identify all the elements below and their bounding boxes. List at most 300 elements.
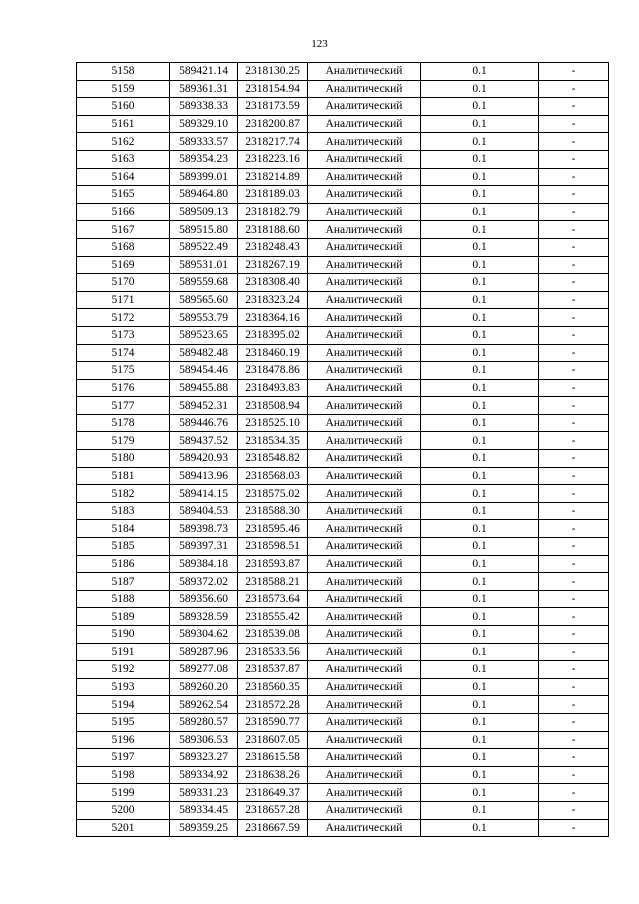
point-number-cell: 5175 bbox=[77, 362, 170, 380]
method-cell: Аналитический bbox=[308, 291, 421, 309]
point-number-cell: 5185 bbox=[77, 538, 170, 556]
method-cell: Аналитический bbox=[308, 819, 421, 837]
x-coordinate-cell: 589262.54 bbox=[170, 696, 238, 714]
accuracy-cell: 0.1 bbox=[421, 573, 539, 591]
x-coordinate-cell: 589280.57 bbox=[170, 713, 238, 731]
y-coordinate-cell: 2318667.59 bbox=[238, 819, 308, 837]
accuracy-cell: 0.1 bbox=[421, 221, 539, 239]
y-coordinate-cell: 2318607.05 bbox=[238, 731, 308, 749]
note-cell: - bbox=[539, 485, 609, 503]
y-coordinate-cell: 2318572.28 bbox=[238, 696, 308, 714]
table-row bbox=[77, 590, 609, 608]
x-coordinate-cell: 589454.46 bbox=[170, 362, 238, 380]
table-row bbox=[77, 678, 609, 696]
table-row bbox=[77, 362, 609, 380]
table-row bbox=[77, 274, 609, 292]
method-cell: Аналитический bbox=[308, 432, 421, 450]
x-coordinate-cell: 589334.92 bbox=[170, 766, 238, 784]
table-row bbox=[77, 626, 609, 644]
method-cell: Аналитический bbox=[308, 397, 421, 415]
accuracy-cell: 0.1 bbox=[421, 115, 539, 133]
x-coordinate-cell: 589287.96 bbox=[170, 643, 238, 661]
x-coordinate-cell: 589331.23 bbox=[170, 784, 238, 802]
note-cell: - bbox=[539, 238, 609, 256]
table-row bbox=[77, 784, 609, 802]
x-coordinate-cell: 589531.01 bbox=[170, 256, 238, 274]
x-coordinate-cell: 589515.80 bbox=[170, 221, 238, 239]
accuracy-cell: 0.1 bbox=[421, 432, 539, 450]
note-cell: - bbox=[539, 362, 609, 380]
method-cell: Аналитический bbox=[308, 766, 421, 784]
accuracy-cell: 0.1 bbox=[421, 238, 539, 256]
point-number-cell: 5164 bbox=[77, 168, 170, 186]
note-cell: - bbox=[539, 221, 609, 239]
accuracy-cell: 0.1 bbox=[421, 256, 539, 274]
x-coordinate-cell: 589372.02 bbox=[170, 573, 238, 591]
point-number-cell: 5165 bbox=[77, 186, 170, 204]
method-cell: Аналитический bbox=[308, 485, 421, 503]
y-coordinate-cell: 2318638.26 bbox=[238, 766, 308, 784]
method-cell: Аналитический bbox=[308, 414, 421, 432]
note-cell: - bbox=[539, 643, 609, 661]
point-number-cell: 5158 bbox=[77, 63, 170, 81]
accuracy-cell: 0.1 bbox=[421, 379, 539, 397]
method-cell: Аналитический bbox=[308, 538, 421, 556]
accuracy-cell: 0.1 bbox=[421, 80, 539, 98]
y-coordinate-cell: 2318657.28 bbox=[238, 801, 308, 819]
table-row bbox=[77, 133, 609, 151]
accuracy-cell: 0.1 bbox=[421, 414, 539, 432]
method-cell: Аналитический bbox=[308, 379, 421, 397]
y-coordinate-cell: 2318188.60 bbox=[238, 221, 308, 239]
table-row bbox=[77, 661, 609, 679]
method-cell: Аналитический bbox=[308, 238, 421, 256]
point-number-cell: 5174 bbox=[77, 344, 170, 362]
accuracy-cell: 0.1 bbox=[421, 502, 539, 520]
table-row bbox=[77, 186, 609, 204]
y-coordinate-cell: 2318395.02 bbox=[238, 326, 308, 344]
accuracy-cell: 0.1 bbox=[421, 608, 539, 626]
accuracy-cell: 0.1 bbox=[421, 98, 539, 116]
point-number-cell: 5198 bbox=[77, 766, 170, 784]
note-cell: - bbox=[539, 274, 609, 292]
method-cell: Аналитический bbox=[308, 221, 421, 239]
method-cell: Аналитический bbox=[308, 274, 421, 292]
note-cell: - bbox=[539, 590, 609, 608]
note-cell: - bbox=[539, 555, 609, 573]
note-cell: - bbox=[539, 450, 609, 468]
y-coordinate-cell: 2318323.24 bbox=[238, 291, 308, 309]
method-cell: Аналитический bbox=[308, 63, 421, 81]
method-cell: Аналитический bbox=[308, 450, 421, 468]
table-row bbox=[77, 819, 609, 837]
x-coordinate-cell: 589553.79 bbox=[170, 309, 238, 327]
note-cell: - bbox=[539, 626, 609, 644]
y-coordinate-cell: 2318539.08 bbox=[238, 626, 308, 644]
point-number-cell: 5168 bbox=[77, 238, 170, 256]
x-coordinate-cell: 589565.60 bbox=[170, 291, 238, 309]
y-coordinate-cell: 2318548.82 bbox=[238, 450, 308, 468]
point-number-cell: 5159 bbox=[77, 80, 170, 98]
point-number-cell: 5183 bbox=[77, 502, 170, 520]
accuracy-cell: 0.1 bbox=[421, 63, 539, 81]
table-row bbox=[77, 397, 609, 415]
accuracy-cell: 0.1 bbox=[421, 186, 539, 204]
method-cell: Аналитический bbox=[308, 590, 421, 608]
table-row bbox=[77, 414, 609, 432]
x-coordinate-cell: 589464.80 bbox=[170, 186, 238, 204]
method-cell: Аналитический bbox=[308, 678, 421, 696]
method-cell: Аналитический bbox=[308, 467, 421, 485]
point-number-cell: 5178 bbox=[77, 414, 170, 432]
table-row bbox=[77, 766, 609, 784]
method-cell: Аналитический bbox=[308, 98, 421, 116]
x-coordinate-cell: 589338.33 bbox=[170, 98, 238, 116]
x-coordinate-cell: 589306.53 bbox=[170, 731, 238, 749]
point-number-cell: 5196 bbox=[77, 731, 170, 749]
accuracy-cell: 0.1 bbox=[421, 150, 539, 168]
table-row bbox=[77, 256, 609, 274]
note-cell: - bbox=[539, 573, 609, 591]
x-coordinate-cell: 589452.31 bbox=[170, 397, 238, 415]
y-coordinate-cell: 2318615.58 bbox=[238, 749, 308, 767]
y-coordinate-cell: 2318130.25 bbox=[238, 63, 308, 81]
accuracy-cell: 0.1 bbox=[421, 678, 539, 696]
x-coordinate-cell: 589420.93 bbox=[170, 450, 238, 468]
y-coordinate-cell: 2318588.30 bbox=[238, 502, 308, 520]
table-row bbox=[77, 291, 609, 309]
accuracy-cell: 0.1 bbox=[421, 696, 539, 714]
x-coordinate-cell: 589414.15 bbox=[170, 485, 238, 503]
x-coordinate-cell: 589397.31 bbox=[170, 538, 238, 556]
accuracy-cell: 0.1 bbox=[421, 801, 539, 819]
method-cell: Аналитический bbox=[308, 362, 421, 380]
point-number-cell: 5182 bbox=[77, 485, 170, 503]
method-cell: Аналитический bbox=[308, 573, 421, 591]
point-number-cell: 5172 bbox=[77, 309, 170, 327]
method-cell: Аналитический bbox=[308, 520, 421, 538]
note-cell: - bbox=[539, 766, 609, 784]
y-coordinate-cell: 2318555.42 bbox=[238, 608, 308, 626]
accuracy-cell: 0.1 bbox=[421, 467, 539, 485]
accuracy-cell: 0.1 bbox=[421, 485, 539, 503]
table-row bbox=[77, 150, 609, 168]
note-cell: - bbox=[539, 115, 609, 133]
note-cell: - bbox=[539, 608, 609, 626]
x-coordinate-cell: 589522.49 bbox=[170, 238, 238, 256]
x-coordinate-cell: 589354.23 bbox=[170, 150, 238, 168]
x-coordinate-cell: 589323.27 bbox=[170, 749, 238, 767]
note-cell: - bbox=[539, 784, 609, 802]
table-row bbox=[77, 555, 609, 573]
note-cell: - bbox=[539, 661, 609, 679]
y-coordinate-cell: 2318217.74 bbox=[238, 133, 308, 151]
note-cell: - bbox=[539, 502, 609, 520]
method-cell: Аналитический bbox=[308, 801, 421, 819]
point-number-cell: 5201 bbox=[77, 819, 170, 837]
note-cell: - bbox=[539, 749, 609, 767]
accuracy-cell: 0.1 bbox=[421, 309, 539, 327]
x-coordinate-cell: 589260.20 bbox=[170, 678, 238, 696]
x-coordinate-cell: 589404.53 bbox=[170, 502, 238, 520]
table-row bbox=[77, 379, 609, 397]
note-cell: - bbox=[539, 678, 609, 696]
accuracy-cell: 0.1 bbox=[421, 643, 539, 661]
page-number: 123 bbox=[311, 38, 328, 50]
table-row bbox=[77, 115, 609, 133]
x-coordinate-cell: 589304.62 bbox=[170, 626, 238, 644]
y-coordinate-cell: 2318590.77 bbox=[238, 713, 308, 731]
note-cell: - bbox=[539, 819, 609, 837]
y-coordinate-cell: 2318200.87 bbox=[238, 115, 308, 133]
accuracy-cell: 0.1 bbox=[421, 713, 539, 731]
accuracy-cell: 0.1 bbox=[421, 819, 539, 837]
coordinates-table bbox=[76, 62, 609, 837]
x-coordinate-cell: 589329.10 bbox=[170, 115, 238, 133]
method-cell: Аналитический bbox=[308, 309, 421, 327]
point-number-cell: 5171 bbox=[77, 291, 170, 309]
method-cell: Аналитический bbox=[308, 168, 421, 186]
point-number-cell: 5167 bbox=[77, 221, 170, 239]
table-row bbox=[77, 749, 609, 767]
table-row bbox=[77, 696, 609, 714]
point-number-cell: 5169 bbox=[77, 256, 170, 274]
table-row bbox=[77, 432, 609, 450]
accuracy-cell: 0.1 bbox=[421, 626, 539, 644]
note-cell: - bbox=[539, 520, 609, 538]
point-number-cell: 5188 bbox=[77, 590, 170, 608]
note-cell: - bbox=[539, 63, 609, 81]
table-row bbox=[77, 520, 609, 538]
y-coordinate-cell: 2318182.79 bbox=[238, 203, 308, 221]
y-coordinate-cell: 2318460.19 bbox=[238, 344, 308, 362]
point-number-cell: 5195 bbox=[77, 713, 170, 731]
x-coordinate-cell: 589361.31 bbox=[170, 80, 238, 98]
table-row bbox=[77, 221, 609, 239]
point-number-cell: 5192 bbox=[77, 661, 170, 679]
accuracy-cell: 0.1 bbox=[421, 397, 539, 415]
point-number-cell: 5194 bbox=[77, 696, 170, 714]
note-cell: - bbox=[539, 467, 609, 485]
note-cell: - bbox=[539, 256, 609, 274]
method-cell: Аналитический bbox=[308, 326, 421, 344]
x-coordinate-cell: 589333.57 bbox=[170, 133, 238, 151]
table-row bbox=[77, 203, 609, 221]
table-row bbox=[77, 238, 609, 256]
table-row bbox=[77, 467, 609, 485]
y-coordinate-cell: 2318493.83 bbox=[238, 379, 308, 397]
y-coordinate-cell: 2318598.51 bbox=[238, 538, 308, 556]
y-coordinate-cell: 2318575.02 bbox=[238, 485, 308, 503]
y-coordinate-cell: 2318267.19 bbox=[238, 256, 308, 274]
note-cell: - bbox=[539, 432, 609, 450]
note-cell: - bbox=[539, 713, 609, 731]
x-coordinate-cell: 589559.68 bbox=[170, 274, 238, 292]
accuracy-cell: 0.1 bbox=[421, 326, 539, 344]
note-cell: - bbox=[539, 168, 609, 186]
note-cell: - bbox=[539, 150, 609, 168]
accuracy-cell: 0.1 bbox=[421, 274, 539, 292]
x-coordinate-cell: 589413.96 bbox=[170, 467, 238, 485]
point-number-cell: 5170 bbox=[77, 274, 170, 292]
point-number-cell: 5191 bbox=[77, 643, 170, 661]
y-coordinate-cell: 2318214.89 bbox=[238, 168, 308, 186]
note-cell: - bbox=[539, 309, 609, 327]
note-cell: - bbox=[539, 326, 609, 344]
point-number-cell: 5166 bbox=[77, 203, 170, 221]
method-cell: Аналитический bbox=[308, 115, 421, 133]
y-coordinate-cell: 2318573.64 bbox=[238, 590, 308, 608]
y-coordinate-cell: 2318588.21 bbox=[238, 573, 308, 591]
method-cell: Аналитический bbox=[308, 749, 421, 767]
accuracy-cell: 0.1 bbox=[421, 784, 539, 802]
y-coordinate-cell: 2318537.87 bbox=[238, 661, 308, 679]
accuracy-cell: 0.1 bbox=[421, 555, 539, 573]
x-coordinate-cell: 589328.59 bbox=[170, 608, 238, 626]
y-coordinate-cell: 2318248.43 bbox=[238, 238, 308, 256]
table-row bbox=[77, 344, 609, 362]
note-cell: - bbox=[539, 344, 609, 362]
x-coordinate-cell: 589446.76 bbox=[170, 414, 238, 432]
x-coordinate-cell: 589356.60 bbox=[170, 590, 238, 608]
y-coordinate-cell: 2318478.86 bbox=[238, 362, 308, 380]
method-cell: Аналитический bbox=[308, 555, 421, 573]
note-cell: - bbox=[539, 98, 609, 116]
note-cell: - bbox=[539, 414, 609, 432]
method-cell: Аналитический bbox=[308, 608, 421, 626]
accuracy-cell: 0.1 bbox=[421, 661, 539, 679]
note-cell: - bbox=[539, 397, 609, 415]
point-number-cell: 5187 bbox=[77, 573, 170, 591]
table-row bbox=[77, 538, 609, 556]
accuracy-cell: 0.1 bbox=[421, 766, 539, 784]
method-cell: Аналитический bbox=[308, 186, 421, 204]
accuracy-cell: 0.1 bbox=[421, 450, 539, 468]
accuracy-cell: 0.1 bbox=[421, 133, 539, 151]
table-row bbox=[77, 731, 609, 749]
method-cell: Аналитический bbox=[308, 344, 421, 362]
accuracy-cell: 0.1 bbox=[421, 749, 539, 767]
method-cell: Аналитический bbox=[308, 203, 421, 221]
accuracy-cell: 0.1 bbox=[421, 291, 539, 309]
coordinates-table-body bbox=[77, 63, 609, 837]
x-coordinate-cell: 589359.25 bbox=[170, 819, 238, 837]
note-cell: - bbox=[539, 731, 609, 749]
table-row bbox=[77, 326, 609, 344]
table-row bbox=[77, 608, 609, 626]
accuracy-cell: 0.1 bbox=[421, 362, 539, 380]
x-coordinate-cell: 589455.88 bbox=[170, 379, 238, 397]
table-row bbox=[77, 502, 609, 520]
y-coordinate-cell: 2318534.35 bbox=[238, 432, 308, 450]
point-number-cell: 5186 bbox=[77, 555, 170, 573]
method-cell: Аналитический bbox=[308, 80, 421, 98]
method-cell: Аналитический bbox=[308, 256, 421, 274]
accuracy-cell: 0.1 bbox=[421, 590, 539, 608]
point-number-cell: 5180 bbox=[77, 450, 170, 468]
table-row bbox=[77, 309, 609, 327]
table-row bbox=[77, 713, 609, 731]
table-row bbox=[77, 98, 609, 116]
point-number-cell: 5200 bbox=[77, 801, 170, 819]
accuracy-cell: 0.1 bbox=[421, 203, 539, 221]
point-number-cell: 5160 bbox=[77, 98, 170, 116]
x-coordinate-cell: 589277.08 bbox=[170, 661, 238, 679]
method-cell: Аналитический bbox=[308, 661, 421, 679]
point-number-cell: 5189 bbox=[77, 608, 170, 626]
accuracy-cell: 0.1 bbox=[421, 344, 539, 362]
point-number-cell: 5176 bbox=[77, 379, 170, 397]
y-coordinate-cell: 2318154.94 bbox=[238, 80, 308, 98]
y-coordinate-cell: 2318189.03 bbox=[238, 186, 308, 204]
point-number-cell: 5184 bbox=[77, 520, 170, 538]
table-row bbox=[77, 63, 609, 81]
y-coordinate-cell: 2318533.56 bbox=[238, 643, 308, 661]
point-number-cell: 5197 bbox=[77, 749, 170, 767]
point-number-cell: 5173 bbox=[77, 326, 170, 344]
table-row bbox=[77, 801, 609, 819]
accuracy-cell: 0.1 bbox=[421, 538, 539, 556]
x-coordinate-cell: 589437.52 bbox=[170, 432, 238, 450]
x-coordinate-cell: 589384.18 bbox=[170, 555, 238, 573]
point-number-cell: 5193 bbox=[77, 678, 170, 696]
table-row bbox=[77, 485, 609, 503]
point-number-cell: 5163 bbox=[77, 150, 170, 168]
note-cell: - bbox=[539, 379, 609, 397]
method-cell: Аналитический bbox=[308, 626, 421, 644]
x-coordinate-cell: 589399.01 bbox=[170, 168, 238, 186]
accuracy-cell: 0.1 bbox=[421, 168, 539, 186]
y-coordinate-cell: 2318649.37 bbox=[238, 784, 308, 802]
method-cell: Аналитический bbox=[308, 150, 421, 168]
accuracy-cell: 0.1 bbox=[421, 731, 539, 749]
method-cell: Аналитический bbox=[308, 784, 421, 802]
table-row bbox=[77, 450, 609, 468]
x-coordinate-cell: 589421.14 bbox=[170, 63, 238, 81]
note-cell: - bbox=[539, 291, 609, 309]
note-cell: - bbox=[539, 203, 609, 221]
method-cell: Аналитический bbox=[308, 133, 421, 151]
y-coordinate-cell: 2318508.94 bbox=[238, 397, 308, 415]
point-number-cell: 5177 bbox=[77, 397, 170, 415]
y-coordinate-cell: 2318525.10 bbox=[238, 414, 308, 432]
point-number-cell: 5199 bbox=[77, 784, 170, 802]
note-cell: - bbox=[539, 186, 609, 204]
y-coordinate-cell: 2318223.16 bbox=[238, 150, 308, 168]
y-coordinate-cell: 2318173.59 bbox=[238, 98, 308, 116]
note-cell: - bbox=[539, 80, 609, 98]
note-cell: - bbox=[539, 538, 609, 556]
y-coordinate-cell: 2318595.46 bbox=[238, 520, 308, 538]
table-row bbox=[77, 643, 609, 661]
method-cell: Аналитический bbox=[308, 713, 421, 731]
x-coordinate-cell: 589509.13 bbox=[170, 203, 238, 221]
x-coordinate-cell: 589398.73 bbox=[170, 520, 238, 538]
x-coordinate-cell: 589482.48 bbox=[170, 344, 238, 362]
accuracy-cell: 0.1 bbox=[421, 520, 539, 538]
method-cell: Аналитический bbox=[308, 731, 421, 749]
point-number-cell: 5179 bbox=[77, 432, 170, 450]
point-number-cell: 5161 bbox=[77, 115, 170, 133]
x-coordinate-cell: 589523.65 bbox=[170, 326, 238, 344]
note-cell: - bbox=[539, 696, 609, 714]
point-number-cell: 5181 bbox=[77, 467, 170, 485]
y-coordinate-cell: 2318560.35 bbox=[238, 678, 308, 696]
point-number-cell: 5162 bbox=[77, 133, 170, 151]
method-cell: Аналитический bbox=[308, 643, 421, 661]
y-coordinate-cell: 2318364.16 bbox=[238, 309, 308, 327]
y-coordinate-cell: 2318308.40 bbox=[238, 274, 308, 292]
